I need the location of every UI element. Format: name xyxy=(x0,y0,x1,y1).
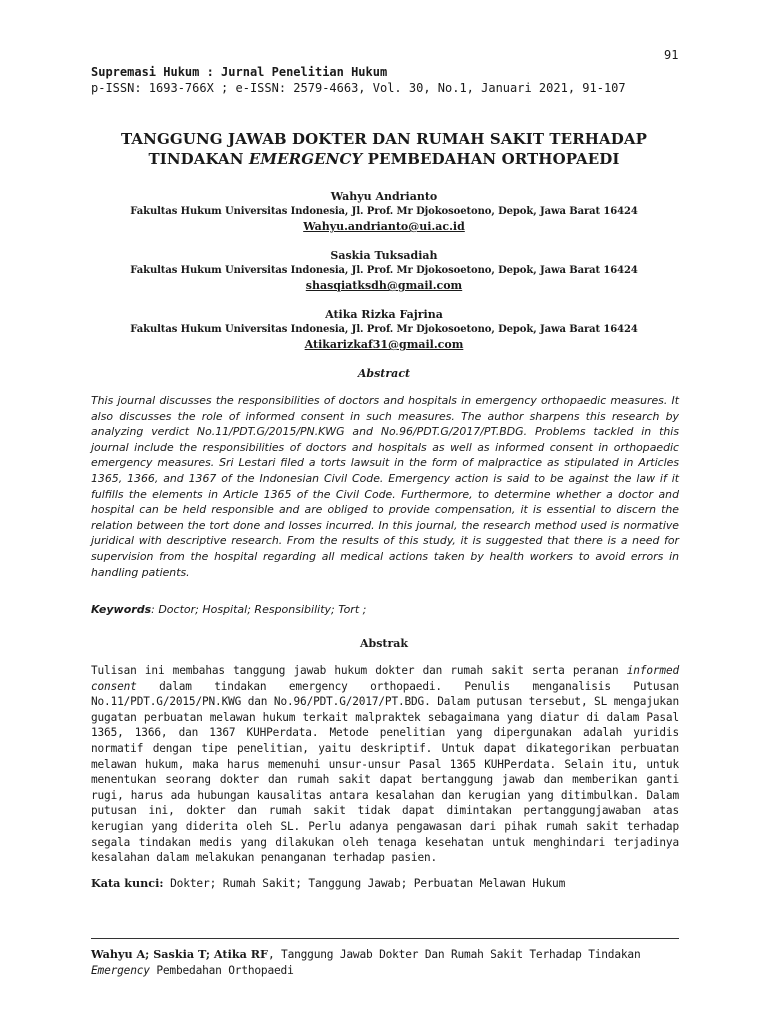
abstrak-heading: Abstrak xyxy=(359,637,409,650)
kata-kunci xyxy=(91,876,679,890)
title-line-2-start: TINDAKAN xyxy=(148,150,249,168)
author-block xyxy=(90,248,678,294)
keywords-text: : Doctor; Hospital; Responsibility; Tort ; xyxy=(151,603,367,616)
title-line-2 xyxy=(90,149,678,169)
author-email-link[interactable]: shasqiatksdh@gmail.com xyxy=(305,279,463,292)
author-block xyxy=(90,189,678,235)
author-name: Wahyu Andrianto xyxy=(330,190,438,203)
abstrak-text xyxy=(91,663,679,866)
author-affiliation: Fakultas Hukum Universitas Indonesia, Jl. Prof. Mr Djokosoetono, Depok, Jawa Barat 16424 xyxy=(130,324,638,335)
footer-authors: Wahyu A; Saskia T; Atika RF xyxy=(91,947,268,961)
abstrak-informed-consent: informed consent xyxy=(91,664,679,693)
footer-title-part: , Tanggung Jawab Dokter Dan Rumah Sakit Terhadap Tindakan xyxy=(267,948,641,961)
author-block xyxy=(90,307,678,353)
kata-kunci-label: Kata kunci: xyxy=(91,876,164,890)
keywords xyxy=(91,603,679,616)
footer-line-1 xyxy=(91,946,691,963)
footer-title-end: Pembedahan Orthopaedi xyxy=(149,964,294,977)
footer-divider xyxy=(91,938,679,939)
title-emergency: EMERGENCY xyxy=(248,150,363,168)
author-name: Saskia Tuksadiah xyxy=(330,249,438,262)
journal-issn-line: p-ISSN: 1693-766X ; e-ISSN: 2579-4663, Vol. 30, No.1, Januari 2021, 91-107 xyxy=(91,81,626,95)
journal-header xyxy=(91,64,681,96)
abstract-heading: Abstract xyxy=(357,367,411,380)
footer-citation xyxy=(91,946,691,979)
keywords-label: Keywords xyxy=(91,603,152,616)
kata-kunci-text: Dokter; Rumah Sakit; Tanggung Jawab; Perbuatan Melawan Hukum xyxy=(163,877,566,890)
footer-line-2 xyxy=(91,963,691,979)
footer-emergency: Emergency xyxy=(91,964,150,977)
abstract-text: This journal discusses the responsibilities of doctors and hospitals in emergency orthopaedic measures. It also discusses the role of informed consent in such measures. The author sharpens this research by analyzing verdict No.11/PDT.G/2015/PN.KWG and No.96/PDT.G/2017/PT.BDG. Problems tackled in this journal include the responsibilities of doctors and hospitals as well as informed consent in orthopaedic emergency measures. Sri Lestari filed a torts lawsuit in the form of malpractice as stipulated in Articles 1365, 1366, and 1367 of the Indonesian Civil Code. Emergency action is said to be against the law if it fulfills the elements in Article 1365 of the Civil Code. Furthermore, to determine whether a doctor and hospital can be held responsible and are obliged to provide compensation, it is essential to discern the relation between the tort done and losses incurred. In this journal, the research method used is normative juridical with descriptive research. From the results of this study, it is suggested that there is a need for supervision from the hospital regarding all medical actions taken by health workers to avoid errors in handling patients. xyxy=(91,394,679,579)
title-line-1: TANGGUNG JAWAB DOKTER DAN RUMAH SAKIT TERHADAP xyxy=(120,130,647,148)
title-line-2-end: PEMBEDAHAN ORTHOPAEDI xyxy=(362,150,620,168)
abstrak-text-rest: dalam tindakan emergency orthopaedi. Penulis menganalisis Putusan No.11/PDT.G/2015/PN.KWG dan No.96/PDT.G/2017/PT.BDG. Dalam putusan tersebut, SL mengajukan gugatan perbuatan melawan hukum terkait malpraktek sebagaimana yang diatur di dalam Pasal 1365, 1366, dan 1367 KUHPerdata. Metode penelitian yang dipergunakan adalah yuridis normatif dengan tipe penelitian, yaitu deskriptif. Untuk dapat dikategorikan perbuatan melawan hukum, maka harus memenuhi unsur-unsur Pasal 1365 KUHPerdata. Selain itu, untuk menentukan seorang dokter dan rumah sakit dapat bertanggung jawab dan memberikan ganti rugi, harus ada hubungan kausalitas antara kesalahan dan kerugian yang ditimbulkan. Dalam putusan ini, dokter dan rumah sakit tidak dapat dimintakan pertanggungjawaban atas kerugian yang diderita oleh SL. Perlu adanya pengawasan dari pihak rumah sakit terhadap segala tindakan medis yang dilakukan oleh tenaga kesehatan untuk menghindari terjadinya kesalahan dalam melakukan penanganan terhadap pasien. xyxy=(91,679,679,865)
abstrak-text-start: Tulisan ini membahas tanggung jawab hukum dokter dan rumah sakit serta peranan xyxy=(91,664,627,677)
author-affiliation: Fakultas Hukum Universitas Indonesia, Jl. Prof. Mr Djokosoetono, Depok, Jawa Barat 16424 xyxy=(130,206,638,217)
author-list xyxy=(90,189,678,366)
author-email-link[interactable]: Atikarizkaf31@gmail.com xyxy=(304,338,464,351)
author-affiliation: Fakultas Hukum Universitas Indonesia, Jl. Prof. Mr Djokosoetono, Depok, Jawa Barat 16424 xyxy=(130,265,638,276)
author-email-link[interactable]: Wahyu.andrianto@ui.ac.id xyxy=(303,220,465,233)
paper-title xyxy=(90,129,678,169)
journal-name: Supremasi Hukum : Jurnal Penelitian Hukum xyxy=(91,65,388,79)
author-name: Atika Rizka Fajrina xyxy=(325,308,443,321)
page-number: 91 xyxy=(664,48,679,62)
